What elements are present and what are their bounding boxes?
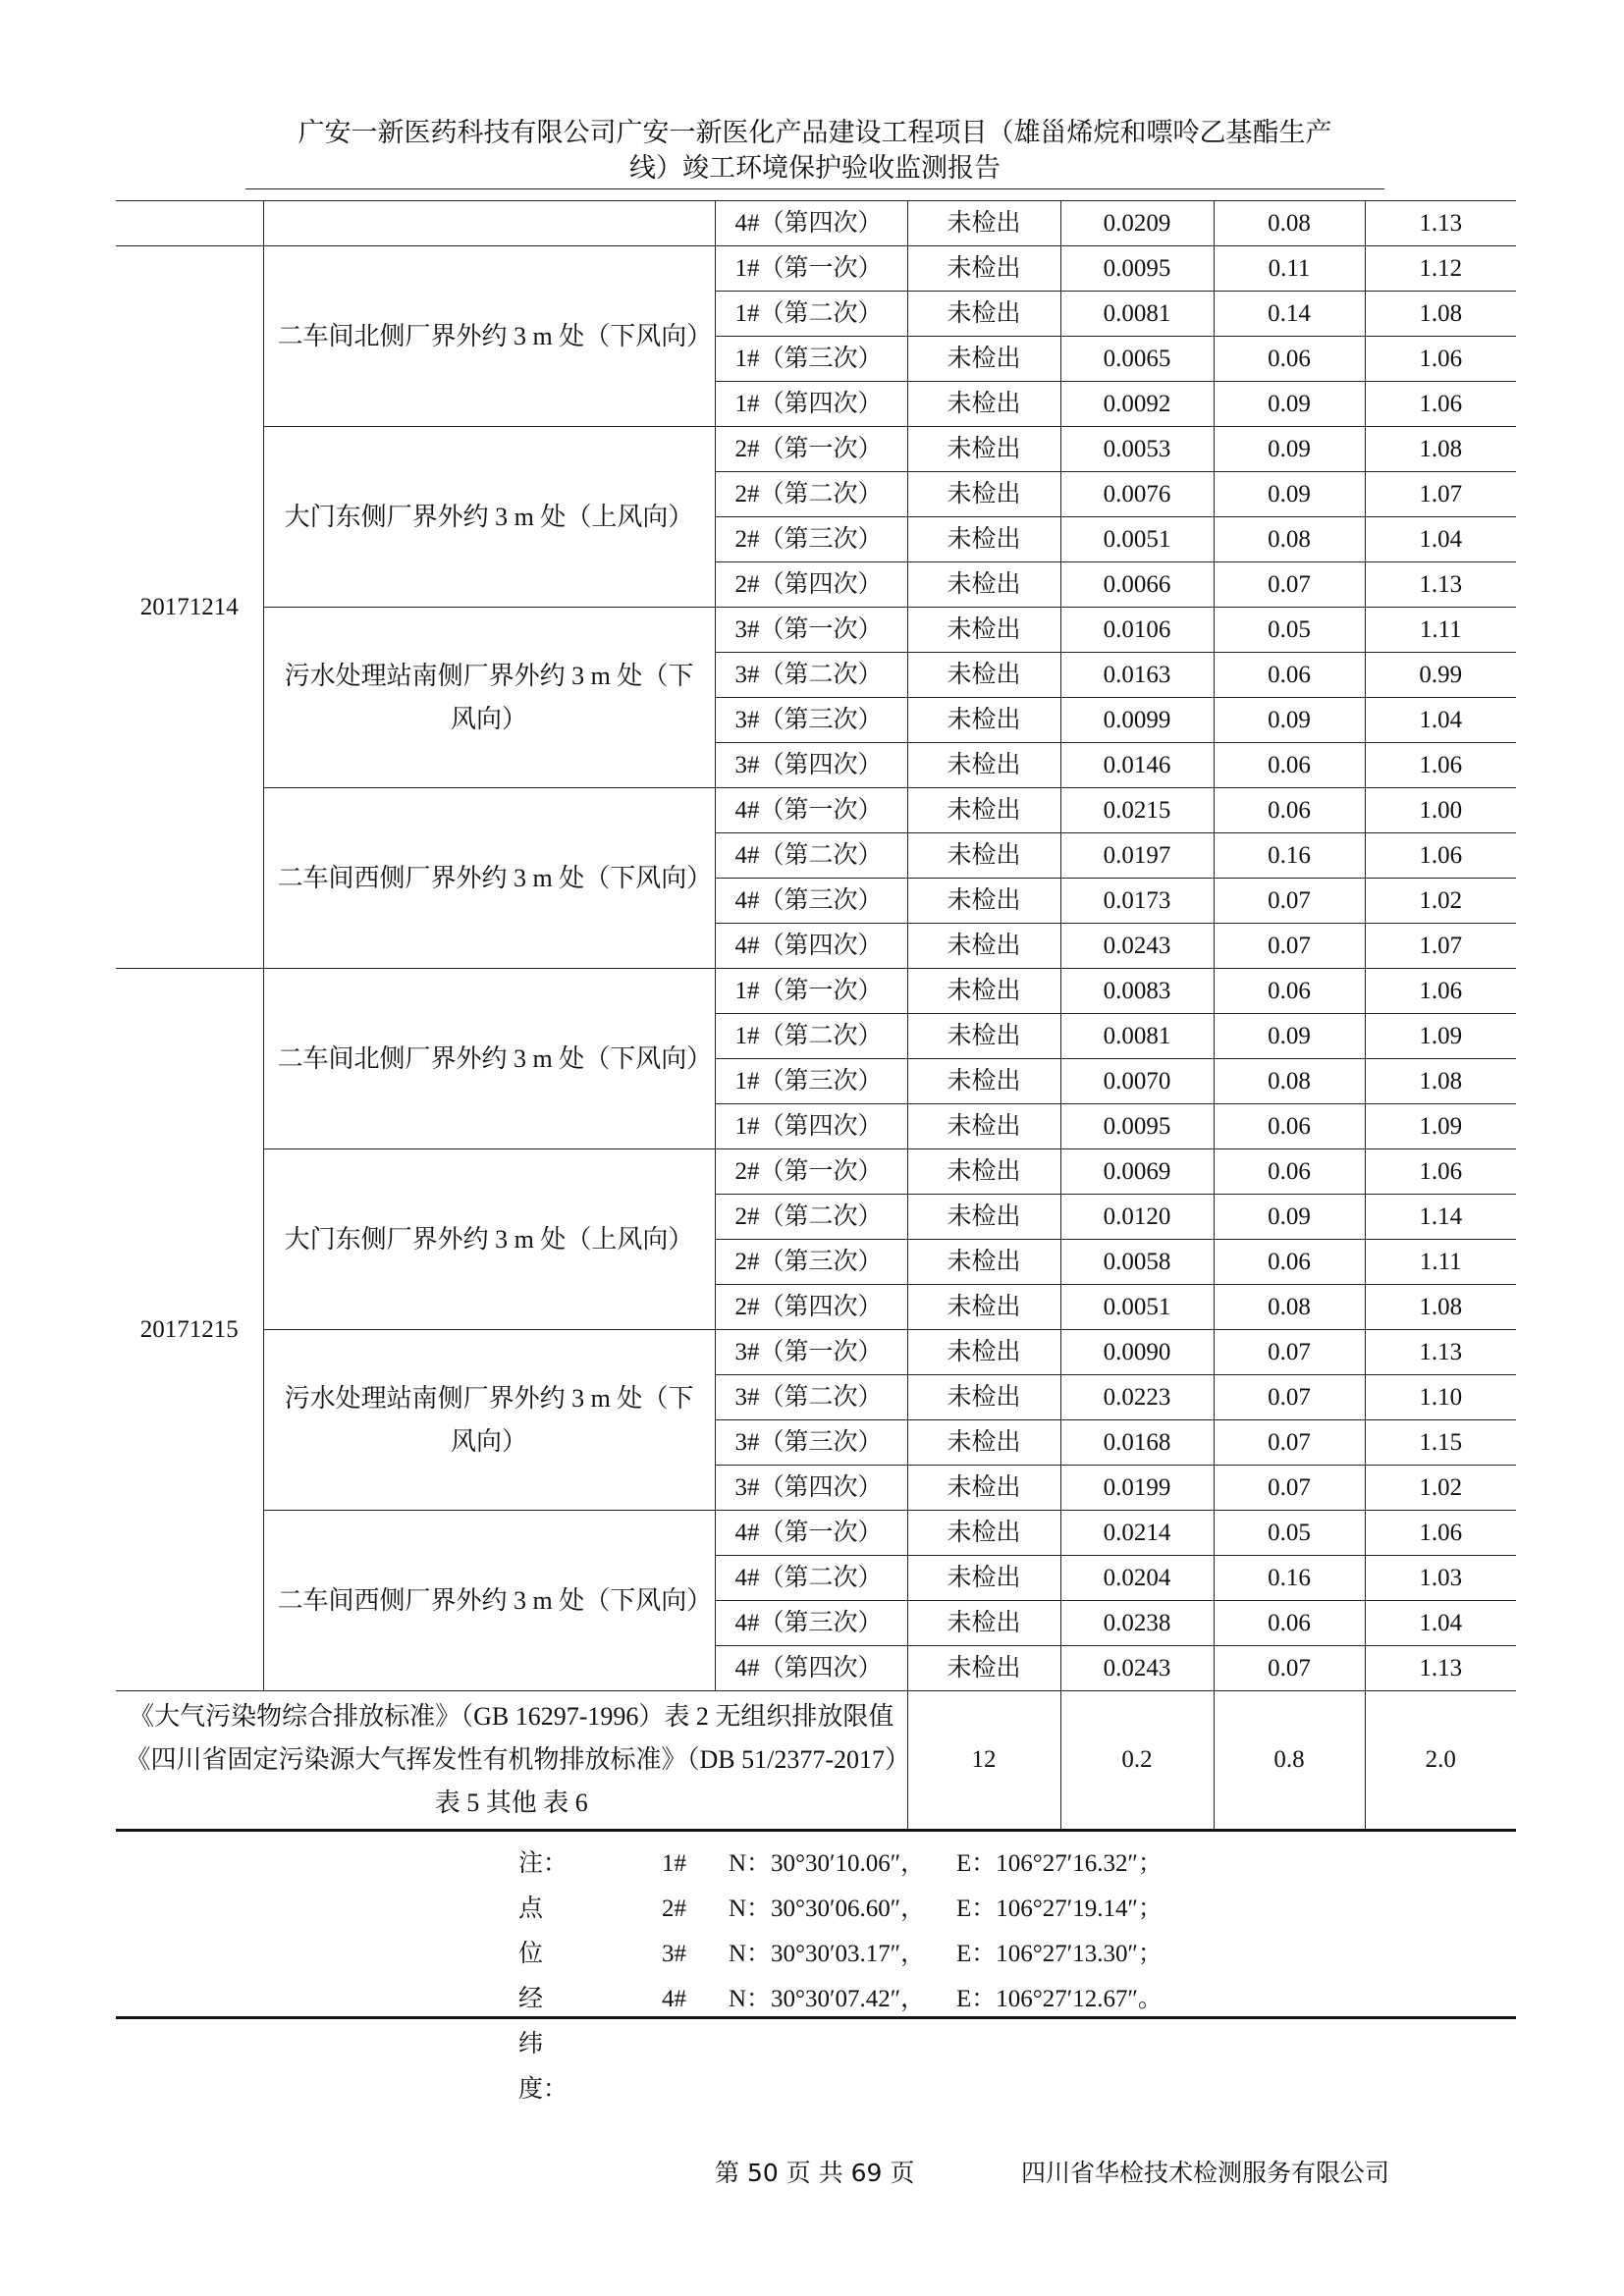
value-cell: 未检出 <box>907 1646 1060 1691</box>
note-prefix: 注：点位经纬度： <box>518 1850 568 2103</box>
value-cell: 未检出 <box>907 879 1060 924</box>
sampling-point-cell: 1#（第一次） <box>715 969 907 1014</box>
value-cell: 0.08 <box>1214 1285 1365 1330</box>
value-cell: 0.07 <box>1214 1375 1365 1420</box>
value-cell: 未检出 <box>907 698 1060 743</box>
value-cell: 0.06 <box>1214 743 1365 788</box>
value-cell: 0.0215 <box>1060 788 1214 833</box>
limit-cell: 12 <box>907 1691 1060 1831</box>
header-rule <box>245 188 1384 189</box>
value-cell: 0.0209 <box>1060 201 1214 246</box>
sampling-point-cell: 2#（第二次） <box>715 1195 907 1240</box>
value-cell: 1.06 <box>1365 382 1516 427</box>
location-cell: 二车间西侧厂界外约 3 m 处（下风向） <box>263 1511 715 1691</box>
value-cell: 0.09 <box>1214 1014 1365 1059</box>
value-cell: 未检出 <box>907 653 1060 698</box>
value-cell: 未检出 <box>907 201 1060 246</box>
value-cell: 0.0146 <box>1060 743 1214 788</box>
value-cell: 未检出 <box>907 382 1060 427</box>
sampling-point-cell: 4#（第三次） <box>715 1601 907 1646</box>
value-cell: 未检出 <box>907 833 1060 879</box>
value-cell: 0.0168 <box>1060 1420 1214 1466</box>
value-cell: 未检出 <box>907 924 1060 969</box>
value-cell: 0.07 <box>1214 562 1365 608</box>
value-cell: 0.16 <box>1214 1556 1365 1601</box>
monitoring-results-table <box>116 200 1516 1832</box>
table-body <box>116 201 1516 1831</box>
value-cell: 0.0099 <box>1060 698 1214 743</box>
value-cell: 未检出 <box>907 1014 1060 1059</box>
value-cell: 0.0066 <box>1060 562 1214 608</box>
sampling-point-cell: 1#（第二次） <box>715 292 907 337</box>
value-cell: 未检出 <box>907 1375 1060 1420</box>
value-cell: 1.07 <box>1365 924 1516 969</box>
value-cell: 0.0051 <box>1060 517 1214 562</box>
value-cell: 未检出 <box>907 1330 1060 1375</box>
table-row <box>116 1149 1516 1195</box>
value-cell: 0.08 <box>1214 1059 1365 1104</box>
table-row <box>116 201 1516 246</box>
value-cell: 0.06 <box>1214 1149 1365 1195</box>
table-row <box>116 969 1516 1014</box>
sampling-point-cell: 3#（第一次） <box>715 608 907 653</box>
value-cell: 0.0081 <box>1060 292 1214 337</box>
value-cell: 0.06 <box>1214 337 1365 382</box>
sampling-point-cell: 3#（第四次） <box>715 743 907 788</box>
location-cell-continued <box>263 201 715 246</box>
location-cell: 污水处理站南侧厂界外约 3 m 处（下风向） <box>263 608 715 788</box>
location-cell: 二车间北侧厂界外约 3 m 处（下风向） <box>263 969 715 1149</box>
coordinate-note <box>116 1932 1516 1977</box>
value-cell: 0.07 <box>1214 1420 1365 1466</box>
value-cell: 0.0083 <box>1060 969 1214 1014</box>
value-cell: 1.08 <box>1365 1059 1516 1104</box>
table-row <box>116 246 1516 292</box>
table-row <box>116 1511 1516 1556</box>
value-cell: 0.07 <box>1214 1330 1365 1375</box>
sampling-point-cell: 1#（第四次） <box>715 382 907 427</box>
value-cell: 1.07 <box>1365 472 1516 517</box>
sampling-point-cell: 4#（第三次） <box>715 879 907 924</box>
value-cell: 1.08 <box>1365 1285 1516 1330</box>
value-cell: 未检出 <box>907 337 1060 382</box>
value-cell: 1.04 <box>1365 1601 1516 1646</box>
value-cell: 未检出 <box>907 1601 1060 1646</box>
sampling-point-cell: 4#（第二次） <box>715 833 907 879</box>
value-cell: 未检出 <box>907 608 1060 653</box>
date-cell: 20171214 <box>116 246 263 969</box>
note-longitude: E：106°27′12.67″。 <box>956 1986 1163 2012</box>
sampling-point-cell: 4#（第四次） <box>715 924 907 969</box>
value-cell: 未检出 <box>907 788 1060 833</box>
value-cell: 1.02 <box>1365 879 1516 924</box>
value-cell: 1.04 <box>1365 517 1516 562</box>
value-cell: 未检出 <box>907 1240 1060 1285</box>
limit-cell: 2.0 <box>1365 1691 1516 1831</box>
sampling-point-cell: 4#（第一次） <box>715 788 907 833</box>
value-cell: 0.0173 <box>1060 879 1214 924</box>
location-cell: 污水处理站南侧厂界外约 3 m 处（下风向） <box>263 1330 715 1511</box>
sampling-point-cell: 1#（第二次） <box>715 1014 907 1059</box>
value-cell: 0.09 <box>1214 698 1365 743</box>
value-cell: 未检出 <box>907 1195 1060 1240</box>
value-cell: 未检出 <box>907 1556 1060 1601</box>
note-point-label: 1# <box>662 1850 686 1877</box>
value-cell: 0.09 <box>1214 1195 1365 1240</box>
location-cell: 大门东侧厂界外约 3 m 处（上风向） <box>263 427 715 608</box>
notes-section <box>116 1842 1516 2103</box>
report-title-line-2: 线）竣工环境保护验收监测报告 <box>629 153 1001 184</box>
value-cell: 0.0120 <box>1060 1195 1214 1240</box>
value-cell: 1.09 <box>1365 1104 1516 1149</box>
sampling-point-cell: 3#（第三次） <box>715 698 907 743</box>
note-latitude: N：30°30′07.42″， <box>729 1986 926 2012</box>
value-cell: 0.16 <box>1214 833 1365 879</box>
value-cell: 0.09 <box>1214 472 1365 517</box>
value-cell: 0.0163 <box>1060 653 1214 698</box>
value-cell: 0.06 <box>1214 653 1365 698</box>
value-cell: 未检出 <box>907 292 1060 337</box>
company-name: 四川省华检技术检测服务有限公司 <box>1021 2159 1390 2187</box>
value-cell: 0.07 <box>1214 924 1365 969</box>
page-number: 第 50 页 共 69 页 <box>715 2159 915 2187</box>
value-cell: 0.0092 <box>1060 382 1214 427</box>
value-cell: 0.06 <box>1214 969 1365 1014</box>
value-cell: 1.06 <box>1365 337 1516 382</box>
value-cell: 1.13 <box>1365 562 1516 608</box>
sampling-point-cell: 3#（第二次） <box>715 653 907 698</box>
sampling-point-cell: 3#（第四次） <box>715 1466 907 1511</box>
value-cell: 0.0095 <box>1060 246 1214 292</box>
location-cell: 二车间北侧厂界外约 3 m 处（下风向） <box>263 246 715 427</box>
note-latitude: N：30°30′03.17″， <box>729 1941 926 1967</box>
value-cell: 0.07 <box>1214 1646 1365 1691</box>
value-cell: 1.10 <box>1365 1375 1516 1420</box>
location-cell: 二车间西侧厂界外约 3 m 处（下风向） <box>263 788 715 969</box>
value-cell: 未检出 <box>907 246 1060 292</box>
note-point-label: 4# <box>662 1986 686 2012</box>
note-latitude: N：30°30′06.60″， <box>729 1896 926 1922</box>
value-cell: 0.06 <box>1214 1240 1365 1285</box>
value-cell: 0.0214 <box>1060 1511 1214 1556</box>
value-cell: 0.05 <box>1214 608 1365 653</box>
value-cell: 0.06 <box>1214 788 1365 833</box>
coordinate-note <box>116 1887 1516 1932</box>
note-point-label: 3# <box>662 1941 686 1967</box>
sampling-point-cell: 2#（第一次） <box>715 1149 907 1195</box>
value-cell: 1.14 <box>1365 1195 1516 1240</box>
value-cell: 0.0199 <box>1060 1466 1214 1511</box>
sampling-point-cell: 4#（第四次） <box>715 1646 907 1691</box>
value-cell: 未检出 <box>907 1420 1060 1466</box>
sampling-point-cell: 2#（第四次） <box>715 1285 907 1330</box>
value-cell: 1.04 <box>1365 698 1516 743</box>
sampling-point-cell: 3#（第二次） <box>715 1375 907 1420</box>
report-title-line-1: 广安一新医药科技有限公司广安一新医化产品建设工程项目（雄甾烯烷和嘌呤乙基酯生产 <box>298 118 1332 148</box>
value-cell: 1.15 <box>1365 1420 1516 1466</box>
sampling-point-cell: 4#（第一次） <box>715 1511 907 1556</box>
value-cell: 1.00 <box>1365 788 1516 833</box>
value-cell: 未检出 <box>907 969 1060 1014</box>
value-cell: 1.06 <box>1365 969 1516 1014</box>
sampling-point-cell: 4#（第四次） <box>715 201 907 246</box>
value-cell: 0.0238 <box>1060 1601 1214 1646</box>
date-cell-continued <box>116 201 263 246</box>
value-cell: 未检出 <box>907 562 1060 608</box>
value-cell: 未检出 <box>907 427 1060 472</box>
value-cell: 0.0223 <box>1060 1375 1214 1420</box>
value-cell: 0.07 <box>1214 879 1365 924</box>
value-cell: 1.13 <box>1365 201 1516 246</box>
value-cell: 0.0090 <box>1060 1330 1214 1375</box>
value-cell: 0.0053 <box>1060 427 1214 472</box>
value-cell: 1.11 <box>1365 1240 1516 1285</box>
value-cell: 1.06 <box>1365 833 1516 879</box>
value-cell: 0.0204 <box>1060 1556 1214 1601</box>
value-cell: 1.09 <box>1365 1014 1516 1059</box>
value-cell: 0.07 <box>1214 1466 1365 1511</box>
report-header <box>245 116 1384 187</box>
sampling-point-cell: 2#（第一次） <box>715 427 907 472</box>
value-cell: 0.0076 <box>1060 472 1214 517</box>
location-cell: 大门东侧厂界外约 3 m 处（上风向） <box>263 1149 715 1330</box>
value-cell: 0.0197 <box>1060 833 1214 879</box>
sampling-point-cell: 1#（第一次） <box>715 246 907 292</box>
value-cell: 0.0058 <box>1060 1240 1214 1285</box>
value-cell: 0.0070 <box>1060 1059 1214 1104</box>
table-row <box>116 1330 1516 1375</box>
value-cell: 0.0106 <box>1060 608 1214 653</box>
note-longitude: E：106°27′19.14″； <box>956 1896 1163 1922</box>
value-cell: 1.03 <box>1365 1556 1516 1601</box>
value-cell: 0.06 <box>1214 1601 1365 1646</box>
sampling-point-cell: 1#（第三次） <box>715 337 907 382</box>
value-cell: 0.0069 <box>1060 1149 1214 1195</box>
note-longitude: E：106°27′13.30″； <box>956 1941 1163 1967</box>
value-cell: 0.0081 <box>1060 1014 1214 1059</box>
value-cell: 0.11 <box>1214 246 1365 292</box>
value-cell: 未检出 <box>907 1149 1060 1195</box>
table-row <box>116 427 1516 472</box>
value-cell: 1.06 <box>1365 743 1516 788</box>
value-cell: 未检出 <box>907 517 1060 562</box>
value-cell: 1.08 <box>1365 427 1516 472</box>
value-cell: 0.99 <box>1365 653 1516 698</box>
value-cell: 0.05 <box>1214 1511 1365 1556</box>
limit-cell: 0.8 <box>1214 1691 1365 1831</box>
value-cell: 1.13 <box>1365 1330 1516 1375</box>
value-cell: 1.13 <box>1365 1646 1516 1691</box>
sampling-point-cell: 2#（第四次） <box>715 562 907 608</box>
value-cell: 未检出 <box>907 472 1060 517</box>
value-cell: 1.11 <box>1365 608 1516 653</box>
value-cell: 0.14 <box>1214 292 1365 337</box>
limit-cell: 0.2 <box>1060 1691 1214 1831</box>
standard-text-cell: 《大气污染物综合排放标准》（GB 16297-1996）表 2 无组织排放限值《四川省固定污染源大气挥发性有机物排放标准》（DB 51/2377-2017）表 5 其他 表 6 <box>116 1691 907 1831</box>
value-cell: 1.06 <box>1365 1149 1516 1195</box>
value-cell: 0.0243 <box>1060 924 1214 969</box>
standard-limit-row <box>116 1691 1516 1831</box>
note-point-label: 2# <box>662 1896 686 1922</box>
table-row <box>116 608 1516 653</box>
note-latitude: N：30°30′10.06″， <box>729 1850 926 1877</box>
value-cell: 0.09 <box>1214 427 1365 472</box>
value-cell: 未检出 <box>907 1285 1060 1330</box>
date-cell: 20171215 <box>116 969 263 1691</box>
value-cell: 未检出 <box>907 1059 1060 1104</box>
notes-rule <box>116 2016 1516 2019</box>
sampling-point-cell: 1#（第三次） <box>715 1059 907 1104</box>
value-cell: 1.12 <box>1365 246 1516 292</box>
value-cell: 0.06 <box>1214 1104 1365 1149</box>
sampling-point-cell: 1#（第四次） <box>715 1104 907 1149</box>
value-cell: 未检出 <box>907 1466 1060 1511</box>
value-cell: 1.02 <box>1365 1466 1516 1511</box>
table-row <box>116 788 1516 833</box>
value-cell: 未检出 <box>907 1104 1060 1149</box>
value-cell: 1.08 <box>1365 292 1516 337</box>
sampling-point-cell: 3#（第三次） <box>715 1420 907 1466</box>
value-cell: 0.0243 <box>1060 1646 1214 1691</box>
value-cell: 0.0051 <box>1060 1285 1214 1330</box>
note-longitude: E：106°27′16.32″； <box>956 1850 1163 1877</box>
sampling-point-cell: 2#（第三次） <box>715 517 907 562</box>
sampling-point-cell: 3#（第一次） <box>715 1330 907 1375</box>
value-cell: 未检出 <box>907 1511 1060 1556</box>
value-cell: 0.08 <box>1214 517 1365 562</box>
value-cell: 0.09 <box>1214 382 1365 427</box>
value-cell: 0.08 <box>1214 201 1365 246</box>
sampling-point-cell: 4#（第二次） <box>715 1556 907 1601</box>
value-cell: 0.0065 <box>1060 337 1214 382</box>
sampling-point-cell: 2#（第三次） <box>715 1240 907 1285</box>
value-cell: 1.06 <box>1365 1511 1516 1556</box>
value-cell: 未检出 <box>907 743 1060 788</box>
value-cell: 0.0095 <box>1060 1104 1214 1149</box>
sampling-point-cell: 2#（第二次） <box>715 472 907 517</box>
